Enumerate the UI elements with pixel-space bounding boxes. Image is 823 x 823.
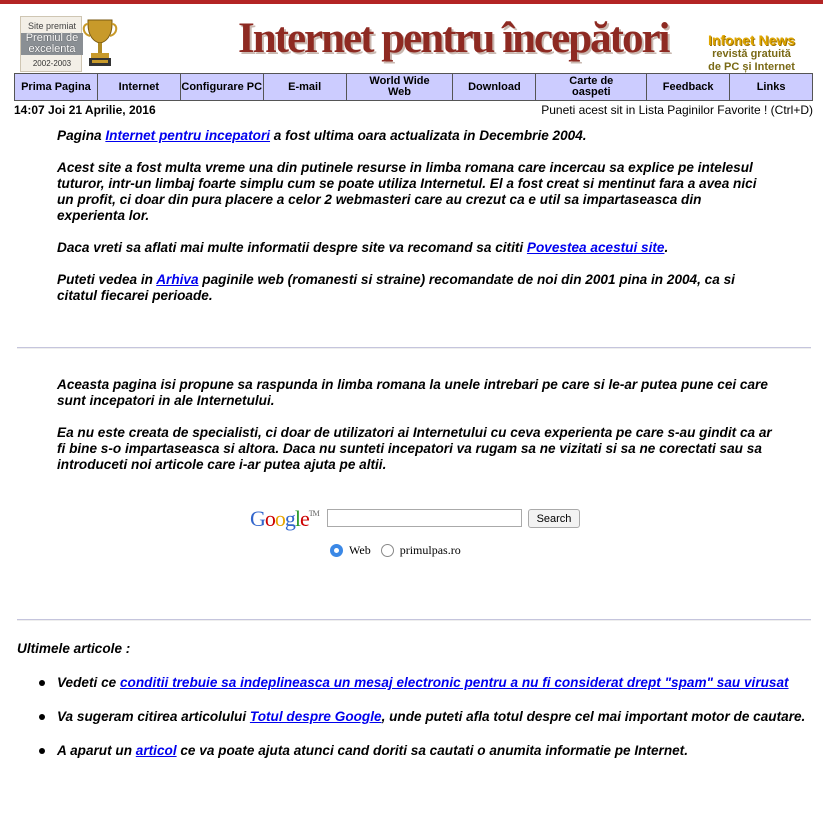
intro-paragraph-3 (57, 240, 772, 256)
text-segment: Vedeti ce (57, 675, 120, 690)
radio-web[interactable] (330, 544, 343, 557)
nav-prima-pagina[interactable]: Prima Pagina (14, 73, 98, 101)
current-date: 14:07 Joi 21 Aprilie, 2016 (14, 103, 156, 117)
nav-internet[interactable]: Internet (97, 73, 181, 101)
infonet-name: Infonet News (707, 32, 796, 48)
text-segment: , unde puteti afla totul despre cel mai important motor de cautare. (381, 709, 806, 724)
link-spam-article[interactable]: conditii trebuie sa indeplineasca un mesaj electronic pentru a nu fi considerat drept "spam" sau virusat (119, 675, 789, 690)
intro-paragraph-1 (57, 128, 772, 144)
trophy-icon (80, 14, 120, 70)
intro-paragraph-4 (57, 272, 772, 304)
google-trademark: TM (308, 509, 319, 518)
award-line-1: Site premiat (27, 21, 77, 31)
text-segment: . (664, 240, 669, 255)
link-povestea-acestui-site[interactable]: Povestea acestui site (526, 240, 665, 255)
text-segment: Daca vreti sa aflati mai multe informatii despre site va recomand sa cititi (57, 240, 527, 255)
nav-links[interactable]: Links (729, 73, 813, 101)
nav-e-mail[interactable]: E-mail (263, 73, 347, 101)
articles-list (35, 675, 810, 777)
search-scope-options (330, 543, 461, 558)
text-segment: Pagina (57, 128, 106, 143)
google-logo: Google™ (250, 506, 319, 531)
articles-heading: Ultimele articole : (17, 641, 131, 656)
purpose-paragraph-1: Aceasta pagina isi propune sa raspunda in limba romana la unele intrebari pe care si le-ar putea pune cei care sunt incepatori in ale Internetului. (57, 377, 768, 408)
nav-download[interactable]: Download (452, 73, 536, 101)
text-segment: Puteti vedea in (57, 272, 157, 287)
date-bar (14, 103, 813, 119)
intro-section (57, 128, 772, 304)
site-header (0, 4, 823, 72)
nav-carte-de-oaspeti[interactable]: Carte de oaspeti (535, 73, 647, 101)
list-item (35, 675, 810, 691)
link-arhiva[interactable]: Arhiva (156, 272, 199, 287)
text-segment: ce va poate ajuta atunci cand doriti sa cautati o anumita informatie pe Internet. (176, 743, 688, 758)
text-segment: A aparut un (57, 743, 136, 758)
purpose-paragraph-2: Ea nu este creata de specialisti, ci doar de utilizatori ai Internetului cu ceva experienta pe care s-au gindit ca ar fi bine s-o impartaseasca si altora. Daca nu sunteti incepatori va rugam sa ne vizitati si sa ne corectati sau sa introduceti noi articole care i-ar putea ajuta pe altii. (57, 425, 772, 472)
favorites-hint: Puneti acest sit in Lista Paginilor Favorite ! (Ctrl+D) (541, 103, 813, 117)
nav-feedback[interactable]: Feedback (646, 73, 730, 101)
search-button[interactable]: Search (528, 509, 580, 528)
divider (17, 347, 811, 349)
radio-primulpas[interactable] (381, 544, 394, 557)
purpose-section (57, 377, 772, 473)
google-search-box (250, 506, 590, 566)
list-item (35, 743, 810, 759)
infonet-news-banner[interactable] (690, 32, 813, 74)
link-totul-despre-google[interactable]: Totul despre Google (249, 709, 382, 724)
award-box (20, 16, 82, 72)
award-line-3: 2002-2003 (32, 59, 72, 68)
text-segment: paginile web (romanesti si straine) recomandate de noi din 2001 pina in 2004, ca si citatul fiecarei perioade. (57, 272, 735, 303)
nav-configurare-pc[interactable]: Configurare PC (180, 73, 264, 101)
radio-web-label: Web (349, 543, 371, 557)
text-segment: Va sugeram citirea articolului (57, 709, 250, 724)
list-item (35, 709, 810, 725)
site-title: Internet pentru începători (238, 15, 669, 62)
infonet-tagline-2: de PC și Internet (708, 61, 795, 73)
main-nav (14, 73, 813, 101)
award-badge (16, 12, 120, 72)
nav-world-wide-web[interactable]: World Wide Web (346, 73, 454, 101)
search-input[interactable] (327, 509, 522, 527)
infonet-tagline-1: revistă gratuită (712, 48, 791, 60)
radio-primulpas-label: primulpas.ro (399, 543, 461, 557)
text-segment: a fost ultima oara actualizata in Decembrie 2004. (270, 128, 587, 143)
link-internet-pentru-incepatori[interactable]: Internet pentru incepatori (105, 128, 271, 143)
divider (17, 619, 811, 621)
award-line-2: Premiul de excelenta (21, 33, 83, 55)
link-articol[interactable]: articol (135, 743, 177, 758)
intro-paragraph-2: Acest site a fost multa vreme una din putinele resurse in limba romana care incercau sa explice pe intelesul tuturor, intr-un limbaj foarte simplu cum se poate utiliza Internetul. El a fost creat si mentinut fara a avea nici un profit, ci doar din pura placere a celor 2 webmasteri care au crezut ca e util sa impartaseasca din experienta lor. (57, 160, 757, 223)
